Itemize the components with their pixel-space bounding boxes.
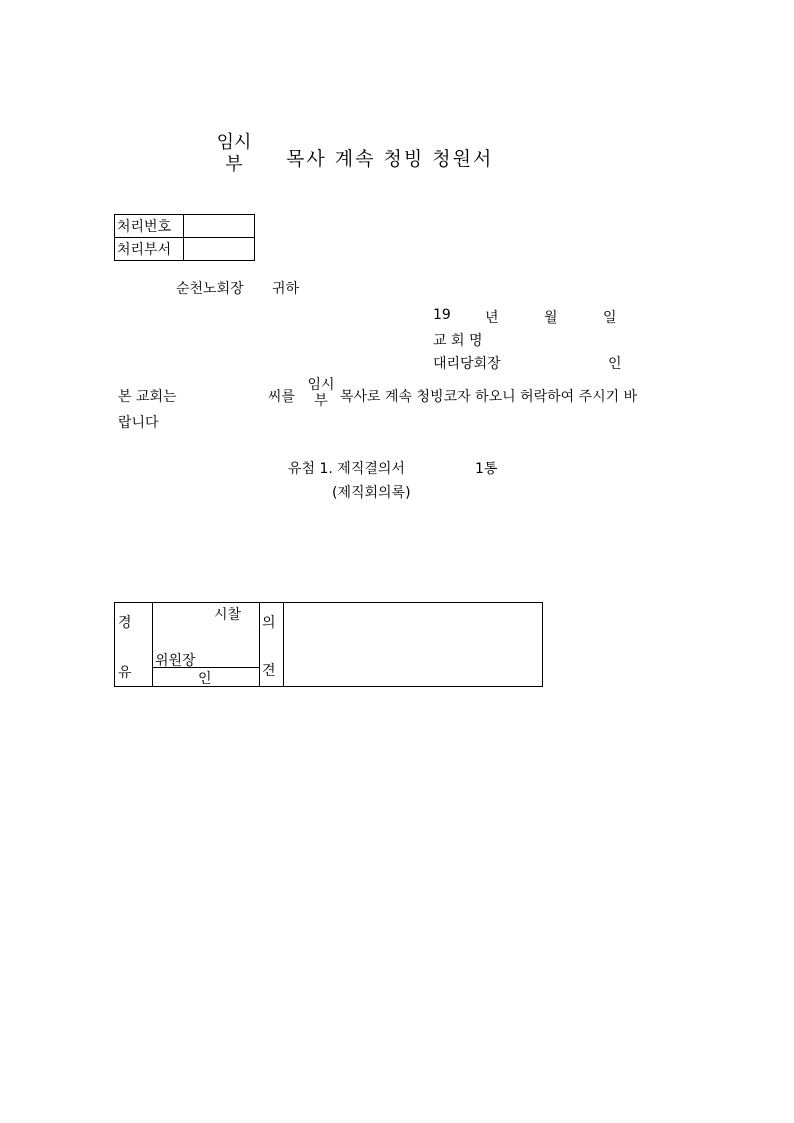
addressee-suffix: 귀하	[272, 281, 300, 297]
route-label-top: 경	[118, 615, 132, 631]
body-stack-bottom: 부	[314, 393, 328, 409]
table-row	[115, 215, 255, 238]
opinion-label-bottom: 견	[262, 663, 276, 679]
title-stack	[214, 132, 254, 176]
committee-label-top: 시찰	[214, 607, 242, 623]
committee-label-bottom: 위원장	[155, 653, 196, 669]
body-text-part2: 씨를	[268, 389, 296, 405]
church-name-label: 교 회 명	[433, 333, 483, 349]
body-stack-top: 임시	[307, 377, 335, 393]
review-divider	[259, 602, 260, 686]
opinion-label-top: 의	[262, 615, 276, 631]
table-row	[115, 238, 255, 261]
route-label-bottom: 유	[118, 665, 132, 681]
moderator-label: 대리당회장	[433, 356, 501, 372]
review-divider	[283, 602, 284, 686]
body-text-line2: 랍니다	[118, 415, 159, 431]
processing-number-label: 처리번호	[115, 215, 184, 238]
title-stack-top: 임시	[216, 132, 252, 153]
body-text-part3: 목사로 계속 청빙코자 하오니 허락하여 주시기 바	[340, 389, 638, 405]
opinion-field[interactable]	[288, 606, 536, 682]
committee-seal: 인	[198, 671, 212, 687]
title-stack-bottom: 부	[225, 154, 243, 175]
addressee-name: 순천노회장	[176, 281, 244, 297]
moderator-seal: 인	[608, 356, 622, 372]
review-divider	[152, 602, 153, 686]
processing-dept-field[interactable]	[184, 238, 255, 261]
date-day-label: 일	[603, 310, 617, 326]
attachment-note: (제직회의록)	[332, 485, 411, 501]
processing-table	[114, 214, 255, 261]
date-month-label: 월	[544, 310, 558, 326]
document-title: 목사 계속 청빙 청원서	[286, 148, 494, 170]
processing-number-field[interactable]	[184, 215, 255, 238]
body-stack	[306, 377, 336, 409]
attachment-label: 유첨 1. 제직결의서	[288, 461, 405, 477]
date-year-prefix: 19	[433, 307, 451, 323]
processing-dept-label: 처리부서	[115, 238, 184, 261]
date-year-label: 년	[485, 310, 499, 326]
attachment-count: 1통	[475, 461, 498, 477]
body-text-part1: 본 교회는	[118, 389, 177, 405]
